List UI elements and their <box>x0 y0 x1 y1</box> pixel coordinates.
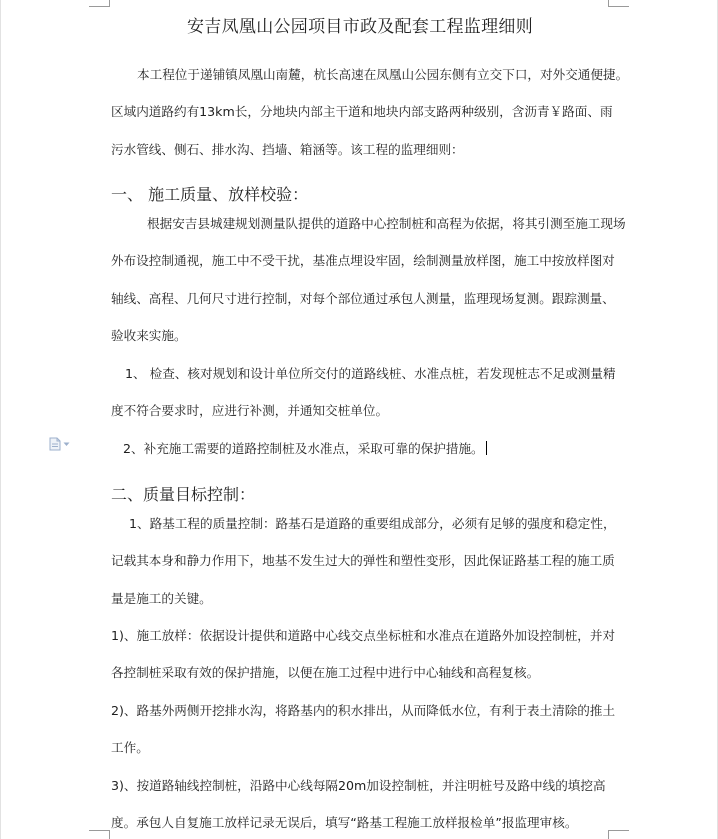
section-1-para-line-2[interactable]: 外布设控制通视，施工中不受干扰，基准点埋设牢固，绘制测量放样图，施工中按放样图对 <box>111 253 615 268</box>
crop-mark-bottom-right <box>608 830 629 839</box>
section-2-sub-1-line-1[interactable]: 1)、施工放样：依据设计提供和道路中心线交点坐标桩和水准点在道路外加设控制桩，并对 <box>111 628 616 643</box>
section-1-para-line-1[interactable]: 根据安吉县城建规划测量队提供的道路中心控制桩和高程为依据，将其引测至施工现场 <box>147 216 626 231</box>
section-2-sub-2-line-2[interactable]: 工作。 <box>111 740 149 755</box>
intro-line-2[interactable]: 区域内道路约有13km长，分地块内部主干道和地块内部支路两种级别，含沥青￥路面、雨 <box>111 104 613 119</box>
crop-mark-top-right <box>608 0 629 7</box>
section-1-item-1-line-2[interactable]: 度不符合要求时，应进行补测，并通知交桩单位。 <box>111 403 389 418</box>
section-2-sub-3-line-2[interactable]: 度。承包人自复施工放样记录无误后，填写“路基工程施工放样报检单”报监理审核。 <box>111 815 578 830</box>
crop-mark-top-left <box>89 0 110 7</box>
section-1-heading[interactable]: 一、 施工质量、放样校验： <box>111 185 309 204</box>
section-2-item-1-line-2[interactable]: 记载其本身和静力作用下，地基不发生过大的弹性和塑性变形，因此保证路基工程的施工质 <box>111 553 615 568</box>
section-2-sub-1-line-2[interactable]: 各控制桩采取有效的保护措施，以便在施工过程中进行中心轴线和高程复核。 <box>111 665 540 680</box>
section-2-item-1-line-3[interactable]: 量是施工的关键。 <box>111 591 212 606</box>
document-icon <box>49 437 61 451</box>
section-2-item-1-line-1[interactable]: 1、路基工程的质量控制：路基石是道路的重要组成部分，必须有足够的强度和稳定性， <box>129 516 616 531</box>
section-1-item-2-text: 2、补充施工需要的道路控制桩及水准点，采取可靠的保护措施。 <box>123 441 484 456</box>
paragraph-options-icon[interactable] <box>49 436 77 452</box>
section-2-heading[interactable]: 二、质量目标控制： <box>111 485 256 504</box>
section-1-item-1-line-1[interactable]: 1、 检查、核对规划和设计单位所交付的道路线桩、水准点桩，若发现桩志不足或测量精 <box>125 366 616 381</box>
section-1-para-line-4[interactable]: 验收来实施。 <box>111 328 187 343</box>
crop-mark-bottom-left <box>89 830 110 839</box>
section-2-sub-2-line-1[interactable]: 2)、路基外两侧开挖排水沟，将路基内的积水排出，从而降低水位，有利于表土清除的推土 <box>111 703 616 718</box>
text-cursor <box>486 441 488 455</box>
section-1-item-2[interactable] <box>123 438 623 457</box>
chevron-down-icon <box>63 442 70 447</box>
document-title[interactable]: 安吉凤凰山公园项目市政及配套工程监理细则 <box>187 17 533 37</box>
section-2-sub-3-line-1[interactable]: 3)、按道路轴线控制桩，沿路中心线每隔20m加设控制桩，并注明桩号及路中线的填挖高 <box>111 778 606 793</box>
intro-line-1[interactable]: 本工程位于递铺镇凤凰山南麓，杭长高速在凤凰山公园东侧有立交下口，对外交通便捷。 <box>137 67 629 82</box>
section-1-para-line-3[interactable]: 轴线、高程、几何尺寸进行控制，对每个部位通过承包人测量，监理现场复测。跟踪测量、 <box>111 291 615 306</box>
intro-line-3[interactable]: 污水管线、侧石、排水沟、挡墙、箱涵等。该工程的监理细则： <box>111 142 464 157</box>
